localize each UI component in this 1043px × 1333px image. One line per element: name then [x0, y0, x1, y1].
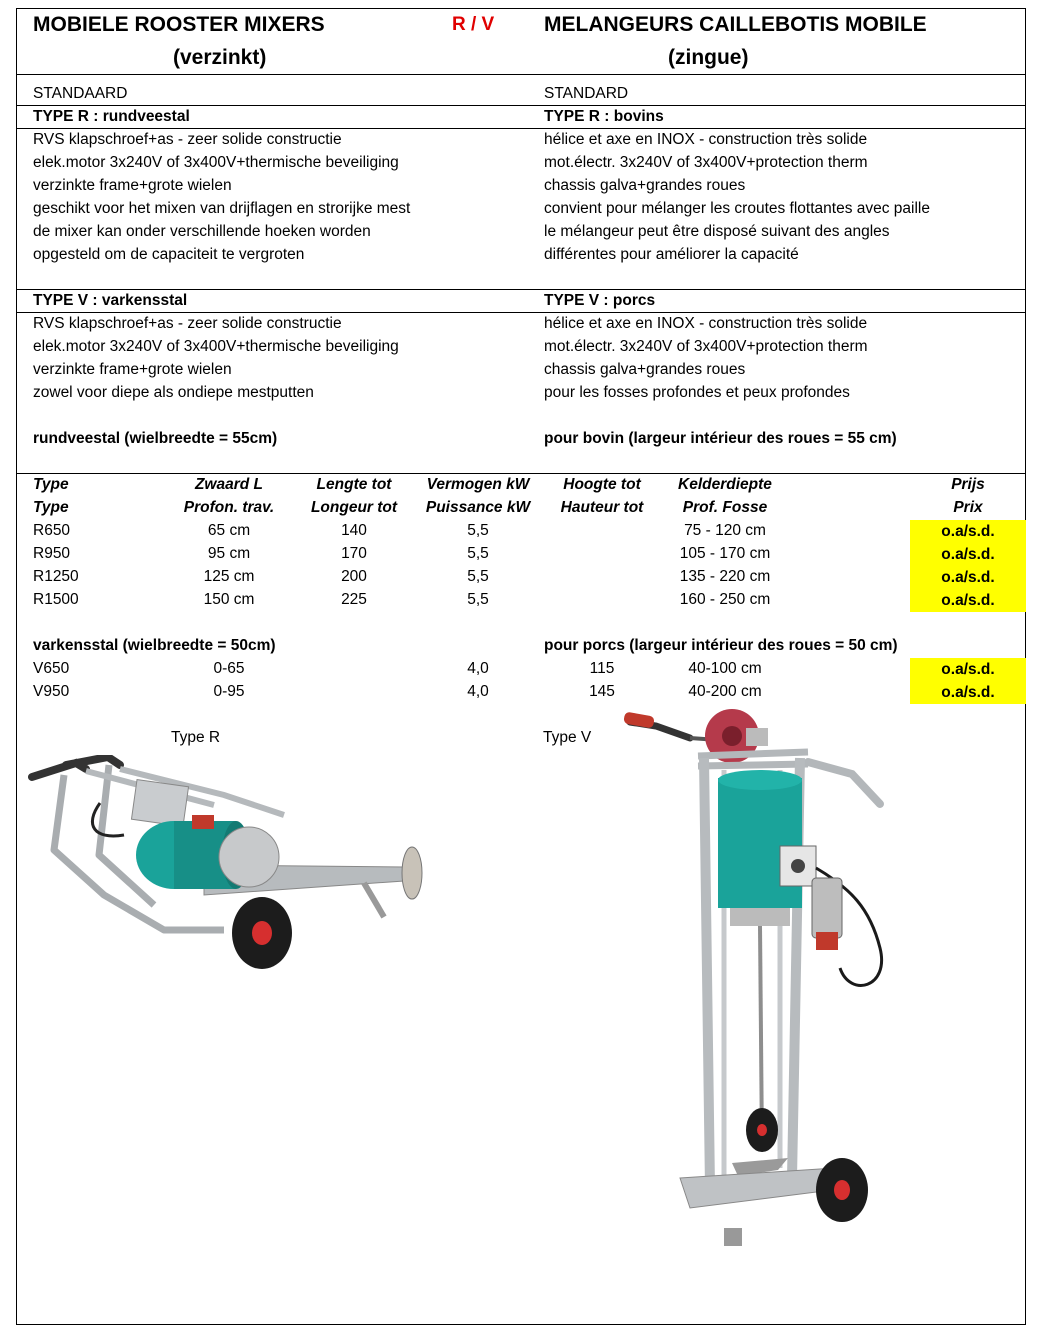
price-badge: o.a/s.d.	[910, 543, 1026, 566]
type-r-mixer-image	[24, 755, 434, 975]
cell-type: V650	[33, 660, 70, 677]
cell-zwaard: 150 cm	[203, 591, 255, 608]
divider	[16, 473, 1026, 474]
type-v-line-nl: elek.motor 3x240V of 3x400V+thermische beveiliging	[33, 338, 399, 355]
type-r-line-fr: hélice et axe en INOX - construction très solide	[544, 131, 868, 148]
type-r-line-fr: convient pour mélanger les croutes flottantes avec paille	[544, 200, 930, 217]
type-v-mixer-image	[620, 708, 890, 1263]
col-type: Type	[33, 499, 69, 516]
type-r-line-nl: elek.motor 3x240V of 3x400V+thermische beveiliging	[33, 154, 399, 171]
type-v-heading-nl: TYPE V : varkensstal	[33, 292, 188, 309]
type-v-line-nl: verzinkte frame+grote wielen	[33, 361, 232, 378]
cell-kelderdiepte: 160 - 250 cm	[679, 591, 771, 608]
section-r-fr: pour bovin (largeur intérieur des roues = 55 cm)	[544, 430, 897, 447]
type-r-line-nl: verzinkte frame+grote wielen	[33, 177, 232, 194]
col-zwaard: Zwaard L	[194, 476, 264, 493]
cell-type: R1500	[33, 591, 79, 608]
col-prof-fosse: Prof. Fosse	[682, 499, 768, 516]
model-code: R / V	[452, 14, 495, 35]
cell-zwaard: 0-95	[213, 683, 245, 700]
col-type: Type	[33, 476, 69, 493]
type-v-line-nl: zowel voor diepe als ondiepe mestputten	[33, 384, 314, 401]
cell-zwaard: 125 cm	[203, 568, 255, 585]
price-badge: o.a/s.d.	[910, 658, 1026, 681]
cell-kelderdiepte: 135 - 220 cm	[679, 568, 771, 585]
type-r-line-fr: le mélangeur peut être disposé suivant des angles	[544, 223, 890, 240]
type-r-heading-fr: TYPE R : bovins	[544, 108, 664, 125]
cell-vermogen: 5,5	[467, 522, 489, 539]
cell-hoogte: 145	[589, 683, 615, 700]
cell-vermogen: 4,0	[467, 683, 489, 700]
type-r-heading-nl: TYPE R : rundveestal	[33, 108, 190, 125]
type-v-line-fr: pour les fosses profondes et peux profondes	[544, 384, 850, 401]
cell-zwaard: 65 cm	[207, 522, 251, 539]
subtitle-nl: (verzinkt)	[173, 46, 267, 69]
divider	[16, 312, 1026, 313]
cell-kelderdiepte: 40-200 cm	[688, 683, 762, 700]
type-v-line-fr: hélice et axe en INOX - construction très solide	[544, 315, 868, 332]
divider	[16, 289, 1026, 290]
col-prix: Prix	[953, 499, 983, 516]
type-r-line-nl: RVS klapschroef+as - zeer solide constructie	[33, 131, 342, 148]
type-v-line-fr: mot.électr. 3x240V of 3x400V+protection therm	[544, 338, 868, 355]
type-v-heading-fr: TYPE V : porcs	[544, 292, 656, 309]
type-r-line-fr: différentes pour améliorer la capacité	[544, 246, 799, 263]
section-r-nl: rundveestal (wielbreedte = 55cm)	[33, 430, 278, 447]
type-r-line-fr: chassis galva+grandes roues	[544, 177, 746, 194]
standard-nl: STANDAARD	[33, 85, 128, 102]
cell-kelderdiepte: 105 - 170 cm	[679, 545, 771, 562]
caption-type-v: Type V	[543, 729, 592, 746]
cell-vermogen: 5,5	[467, 591, 489, 608]
divider	[16, 105, 1026, 106]
section-v-nl: varkensstal (wielbreedte = 50cm)	[33, 637, 276, 654]
section-v-fr: pour porcs (largeur intérieur des roues = 50 cm)	[544, 637, 898, 654]
col-lengte: Lengte tot	[316, 476, 392, 493]
cell-zwaard: 95 cm	[207, 545, 251, 562]
cell-vermogen: 5,5	[467, 545, 489, 562]
cell-type: R1250	[33, 568, 79, 585]
cell-lengte: 225	[341, 591, 367, 608]
col-kelderdiepte: Kelderdiepte	[678, 476, 772, 493]
price-badge: o.a/s.d.	[910, 520, 1026, 543]
standard-fr: STANDARD	[544, 85, 629, 102]
cell-kelderdiepte: 40-100 cm	[688, 660, 762, 677]
type-r-line-fr: mot.électr. 3x240V of 3x400V+protection therm	[544, 154, 868, 171]
cell-vermogen: 5,5	[467, 568, 489, 585]
type-r-line-nl: geschikt voor het mixen van drijflagen en strorijke mest	[33, 200, 411, 217]
cell-vermogen: 4,0	[467, 660, 489, 677]
cell-type: V950	[33, 683, 70, 700]
col-puissance: Puissance kW	[425, 499, 531, 516]
col-hoogte: Hoogte tot	[563, 476, 641, 493]
cell-type: R650	[33, 522, 71, 539]
cell-hoogte: 115	[589, 660, 615, 677]
price-badge: o.a/s.d.	[910, 589, 1026, 612]
subtitle-fr: (zingue)	[668, 46, 749, 69]
col-hauteur: Hauteur tot	[560, 499, 644, 516]
cell-lengte: 140	[341, 522, 367, 539]
cell-lengte: 200	[341, 568, 367, 585]
caption-type-r: Type R	[171, 729, 221, 746]
cell-lengte: 170	[341, 545, 367, 562]
type-r-line-nl: de mixer kan onder verschillende hoeken worden	[33, 223, 371, 240]
cell-zwaard: 0-65	[213, 660, 245, 677]
col-profon: Profon. trav.	[183, 499, 275, 516]
col-vermogen: Vermogen kW	[426, 476, 530, 493]
cell-kelderdiepte: 75 - 120 cm	[684, 522, 766, 539]
type-v-line-nl: RVS klapschroef+as - zeer solide constructie	[33, 315, 342, 332]
title-fr: MELANGEURS CAILLEBOTIS MOBILE	[544, 13, 927, 36]
price-badge: o.a/s.d.	[910, 681, 1026, 704]
type-r-line-nl: opgesteld om de capaciteit te vergroten	[33, 246, 305, 263]
divider	[16, 128, 1026, 129]
type-v-line-fr: chassis galva+grandes roues	[544, 361, 746, 378]
title-nl: MOBIELE ROOSTER MIXERS	[33, 13, 325, 36]
col-prijs: Prijs	[951, 476, 985, 493]
divider	[16, 74, 1026, 75]
col-longeur: Longeur tot	[310, 499, 398, 516]
cell-type: R950	[33, 545, 71, 562]
price-badge: o.a/s.d.	[910, 566, 1026, 589]
